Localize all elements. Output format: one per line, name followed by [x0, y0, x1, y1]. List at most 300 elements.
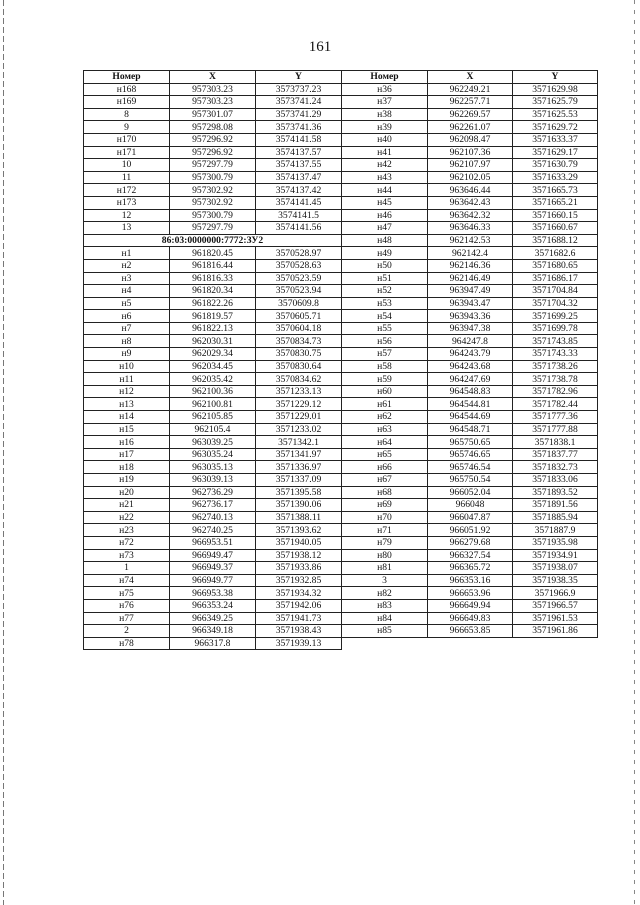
point-number-cell: н14: [84, 411, 170, 424]
point-number-cell: н58: [342, 360, 428, 373]
x-coordinate-cell: 957303.23: [170, 96, 256, 109]
y-coordinate-cell: 3571629.98: [513, 83, 598, 96]
point-number-cell: н10: [84, 360, 170, 373]
x-coordinate-cell: 962102.05: [428, 171, 513, 184]
y-coordinate-cell: 3571838.1: [513, 436, 598, 449]
point-number-cell: н62: [342, 411, 428, 424]
x-coordinate-cell: 966353.24: [170, 599, 256, 612]
table-row: [84, 423, 598, 436]
point-number-cell: н3: [84, 272, 170, 285]
table-row: [84, 247, 598, 260]
point-number-cell: н168: [84, 83, 170, 96]
x-coordinate-cell: 966327.54: [428, 549, 513, 562]
x-coordinate-cell: 962100.81: [170, 398, 256, 411]
y-coordinate-cell: 3571633.29: [513, 171, 598, 184]
header-x-left: X: [170, 71, 256, 84]
point-number-cell: н18: [84, 461, 170, 474]
x-coordinate-cell: 963039.13: [170, 474, 256, 487]
x-coordinate-cell: 962105.85: [170, 411, 256, 424]
point-number-cell: н6: [84, 310, 170, 323]
point-number-cell: н42: [342, 159, 428, 172]
table-row: [84, 171, 598, 184]
header-number-left: Номер: [84, 71, 170, 84]
table-row: [84, 310, 598, 323]
y-coordinate-cell: 3571782.96: [513, 385, 598, 398]
y-coordinate-cell: 3574137.42: [256, 184, 342, 197]
point-number-cell: н84: [342, 612, 428, 625]
x-coordinate-cell: 963646.33: [428, 222, 513, 235]
x-coordinate-cell: 963943.36: [428, 310, 513, 323]
table-row: [84, 499, 598, 512]
y-coordinate-cell: 3571966.9: [513, 587, 598, 600]
point-number-cell: н16: [84, 436, 170, 449]
header-number-right: Номер: [342, 71, 428, 84]
y-coordinate-cell: 3571743.85: [513, 335, 598, 348]
y-coordinate-cell: 3571682.6: [513, 247, 598, 260]
point-number-cell: н15: [84, 423, 170, 436]
y-coordinate-cell: 3571686.17: [513, 272, 598, 285]
point-number-cell: н36: [342, 83, 428, 96]
table-row: [84, 234, 598, 247]
table-row: [84, 549, 598, 562]
x-coordinate-cell: 963035.13: [170, 461, 256, 474]
x-coordinate-cell: 961820.45: [170, 247, 256, 260]
x-coordinate-cell: 957302.92: [170, 196, 256, 209]
scan-edge-right: [634, 0, 635, 905]
y-coordinate-cell: 3571680.65: [513, 259, 598, 272]
scan-edge-left: [3, 0, 4, 905]
point-number-cell: н19: [84, 474, 170, 487]
point-number-cell: н85: [342, 625, 428, 638]
table-row: [84, 159, 598, 172]
point-number-cell: н45: [342, 196, 428, 209]
table-row: [84, 96, 598, 109]
y-coordinate-cell: 3571893.52: [513, 486, 598, 499]
point-number-cell: н65: [342, 448, 428, 461]
table-row: [84, 625, 598, 638]
y-coordinate-cell: 3571961.53: [513, 612, 598, 625]
x-coordinate-cell: 961820.34: [170, 285, 256, 298]
point-number-cell: н17: [84, 448, 170, 461]
point-number-cell: н48: [342, 234, 428, 247]
x-coordinate-cell: 966653.96: [428, 587, 513, 600]
x-coordinate-cell: 957301.07: [170, 108, 256, 121]
point-number-cell: н12: [84, 385, 170, 398]
point-number-cell: н52: [342, 285, 428, 298]
y-coordinate-cell: 3571233.13: [256, 385, 342, 398]
y-coordinate-cell: 3571665.73: [513, 184, 598, 197]
x-coordinate-cell: 962146.49: [428, 272, 513, 285]
x-coordinate-cell: 966047.87: [428, 511, 513, 524]
x-coordinate-cell: 966653.85: [428, 625, 513, 638]
x-coordinate-cell: 962107.36: [428, 146, 513, 159]
y-coordinate-cell: 3571630.79: [513, 159, 598, 172]
y-coordinate-cell: 3571837.77: [513, 448, 598, 461]
y-coordinate-cell: 3571934.91: [513, 549, 598, 562]
point-number-cell: н5: [84, 297, 170, 310]
point-number-cell: н64: [342, 436, 428, 449]
x-coordinate-cell: 965746.54: [428, 461, 513, 474]
y-coordinate-cell: 3571934.32: [256, 587, 342, 600]
y-coordinate-cell: 3571704.32: [513, 297, 598, 310]
point-number-cell: н73: [84, 549, 170, 562]
y-coordinate-cell: 3571941.73: [256, 612, 342, 625]
point-number-cell: н54: [342, 310, 428, 323]
x-coordinate-cell: 966953.51: [170, 536, 256, 549]
x-coordinate-cell: 965746.65: [428, 448, 513, 461]
y-coordinate-cell: 3571738.26: [513, 360, 598, 373]
y-coordinate-cell: 3571887.9: [513, 524, 598, 537]
y-coordinate-cell: 3571942.06: [256, 599, 342, 612]
x-coordinate-cell: 966953.38: [170, 587, 256, 600]
point-number-cell: н171: [84, 146, 170, 159]
table-row: [84, 436, 598, 449]
x-coordinate-cell: 961822.26: [170, 297, 256, 310]
x-coordinate-cell: 966365.72: [428, 562, 513, 575]
y-coordinate-cell: 3573741.29: [256, 108, 342, 121]
coordinates-table: [83, 70, 598, 650]
x-coordinate-cell: 962269.57: [428, 108, 513, 121]
y-coordinate-cell: 3571966.57: [513, 599, 598, 612]
point-number-cell: 12: [84, 209, 170, 222]
table-row: [84, 373, 598, 386]
point-number-cell: н78: [84, 637, 170, 650]
point-number-cell: н68: [342, 486, 428, 499]
point-number-cell: н71: [342, 524, 428, 537]
x-coordinate-cell: 962740.13: [170, 511, 256, 524]
x-coordinate-cell: 962146.36: [428, 259, 513, 272]
y-coordinate-cell: 3570523.94: [256, 285, 342, 298]
x-coordinate-cell: 957300.79: [170, 171, 256, 184]
x-coordinate-cell: 964243.68: [428, 360, 513, 373]
x-coordinate-cell: 964548.71: [428, 423, 513, 436]
table-row: [84, 385, 598, 398]
x-coordinate-cell: 957300.79: [170, 209, 256, 222]
point-number-cell: н53: [342, 297, 428, 310]
table-row: [84, 587, 598, 600]
table-row: [84, 574, 598, 587]
x-coordinate-cell: 964247.69: [428, 373, 513, 386]
point-number-cell: н11: [84, 373, 170, 386]
table-row: [84, 461, 598, 474]
x-coordinate-cell: 957296.92: [170, 146, 256, 159]
point-number-cell: н39: [342, 121, 428, 134]
y-coordinate-cell: 3571891.56: [513, 499, 598, 512]
y-coordinate-cell: 3571940.05: [256, 536, 342, 549]
table-row: [84, 133, 598, 146]
table-row: [84, 322, 598, 335]
x-coordinate-cell: 966353.16: [428, 574, 513, 587]
table-row: [84, 272, 598, 285]
point-number-cell: н46: [342, 209, 428, 222]
y-coordinate-cell: 3571342.1: [256, 436, 342, 449]
point-number-cell: н37: [342, 96, 428, 109]
table-row: [84, 448, 598, 461]
point-number-cell: н41: [342, 146, 428, 159]
table-row: [84, 108, 598, 121]
x-coordinate-cell: 962098.47: [428, 133, 513, 146]
point-number-cell: н1: [84, 247, 170, 260]
x-coordinate-cell: 963947.38: [428, 322, 513, 335]
x-coordinate-cell: 964243.79: [428, 348, 513, 361]
x-coordinate-cell: 964548.83: [428, 385, 513, 398]
x-coordinate-cell: 962107.97: [428, 159, 513, 172]
y-coordinate-cell: 3571688.12: [513, 234, 598, 247]
point-number-cell: н82: [342, 587, 428, 600]
table-header-row: [84, 71, 598, 84]
y-coordinate-cell: 3574141.58: [256, 133, 342, 146]
y-coordinate-cell: 3571625.79: [513, 96, 598, 109]
point-number-cell: н13: [84, 398, 170, 411]
y-coordinate-cell: 3571341.97: [256, 448, 342, 461]
x-coordinate-cell: 962142.4: [428, 247, 513, 260]
x-coordinate-cell: 957297.79: [170, 159, 256, 172]
y-coordinate-cell: 3571629.72: [513, 121, 598, 134]
point-number-cell: 2: [84, 625, 170, 638]
table-row: [84, 524, 598, 537]
point-number-cell: н50: [342, 259, 428, 272]
x-coordinate-cell: 962257.71: [428, 96, 513, 109]
y-coordinate-cell: 3571393.62: [256, 524, 342, 537]
x-coordinate-cell: 965750.54: [428, 474, 513, 487]
empty-cell: [342, 637, 598, 650]
point-number-cell: н49: [342, 247, 428, 260]
x-coordinate-cell: 966949.37: [170, 562, 256, 575]
y-coordinate-cell: 3570528.63: [256, 259, 342, 272]
point-number-cell: н169: [84, 96, 170, 109]
table-row: [84, 612, 598, 625]
x-coordinate-cell: 966349.25: [170, 612, 256, 625]
x-coordinate-cell: 957298.08: [170, 121, 256, 134]
x-coordinate-cell: 966051.92: [428, 524, 513, 537]
table-row: [84, 121, 598, 134]
x-coordinate-cell: 961816.44: [170, 259, 256, 272]
table-row: [84, 335, 598, 348]
point-number-cell: н7: [84, 322, 170, 335]
x-coordinate-cell: 966052.04: [428, 486, 513, 499]
table-row: [84, 486, 598, 499]
point-number-cell: 9: [84, 121, 170, 134]
table-row: [84, 536, 598, 549]
y-coordinate-cell: 3571629.17: [513, 146, 598, 159]
point-number-cell: н47: [342, 222, 428, 235]
header-x-right: X: [428, 71, 513, 84]
x-coordinate-cell: 957302.92: [170, 184, 256, 197]
point-number-cell: н61: [342, 398, 428, 411]
x-coordinate-cell: 962105.4: [170, 423, 256, 436]
point-number-cell: 8: [84, 108, 170, 121]
table-row: [84, 184, 598, 197]
point-number-cell: н55: [342, 322, 428, 335]
table-row: [84, 599, 598, 612]
point-number-cell: н9: [84, 348, 170, 361]
point-number-cell: 3: [342, 574, 428, 587]
y-coordinate-cell: 3570834.73: [256, 335, 342, 348]
y-coordinate-cell: 3571625.53: [513, 108, 598, 121]
y-coordinate-cell: 3570604.18: [256, 322, 342, 335]
y-coordinate-cell: 3571938.43: [256, 625, 342, 638]
point-number-cell: н80: [342, 549, 428, 562]
y-coordinate-cell: 3570528.97: [256, 247, 342, 260]
y-coordinate-cell: 3571229.12: [256, 398, 342, 411]
y-coordinate-cell: 3571388.11: [256, 511, 342, 524]
point-number-cell: н75: [84, 587, 170, 600]
point-number-cell: н79: [342, 536, 428, 549]
y-coordinate-cell: 3571938.12: [256, 549, 342, 562]
point-number-cell: 10: [84, 159, 170, 172]
x-coordinate-cell: 957296.92: [170, 133, 256, 146]
y-coordinate-cell: 3571935.98: [513, 536, 598, 549]
point-number-cell: н69: [342, 499, 428, 512]
x-coordinate-cell: 962736.17: [170, 499, 256, 512]
x-coordinate-cell: 957303.23: [170, 83, 256, 96]
x-coordinate-cell: 962035.42: [170, 373, 256, 386]
y-coordinate-cell: 3571699.78: [513, 322, 598, 335]
point-number-cell: н83: [342, 599, 428, 612]
y-coordinate-cell: 3570830.64: [256, 360, 342, 373]
table-body: [84, 83, 598, 650]
y-coordinate-cell: 3573741.36: [256, 121, 342, 134]
y-coordinate-cell: 3571885.94: [513, 511, 598, 524]
x-coordinate-cell: 966949.47: [170, 549, 256, 562]
point-number-cell: н66: [342, 461, 428, 474]
table-row: [84, 474, 598, 487]
point-number-cell: н56: [342, 335, 428, 348]
table-row: [84, 411, 598, 424]
table-row: [84, 209, 598, 222]
point-number-cell: н4: [84, 285, 170, 298]
y-coordinate-cell: 3571660.67: [513, 222, 598, 235]
y-coordinate-cell: 3571633.37: [513, 133, 598, 146]
table-row: [84, 562, 598, 575]
x-coordinate-cell: 965750.65: [428, 436, 513, 449]
section-title-cell: 86:03:0000000:7772:ЗУ2: [84, 234, 342, 247]
table-row: [84, 398, 598, 411]
y-coordinate-cell: 3570523.59: [256, 272, 342, 285]
table-row: [84, 222, 598, 235]
x-coordinate-cell: 966949.77: [170, 574, 256, 587]
point-number-cell: н173: [84, 196, 170, 209]
x-coordinate-cell: 963947.49: [428, 285, 513, 298]
y-coordinate-cell: 3571961.86: [513, 625, 598, 638]
point-number-cell: н23: [84, 524, 170, 537]
table-row: [84, 348, 598, 361]
x-coordinate-cell: 963646.44: [428, 184, 513, 197]
x-coordinate-cell: 957297.79: [170, 222, 256, 235]
x-coordinate-cell: 962736.29: [170, 486, 256, 499]
y-coordinate-cell: 3570609.8: [256, 297, 342, 310]
point-number-cell: н81: [342, 562, 428, 575]
y-coordinate-cell: 3571699.25: [513, 310, 598, 323]
table-row: [84, 637, 598, 650]
y-coordinate-cell: 3571743.33: [513, 348, 598, 361]
x-coordinate-cell: 962142.53: [428, 234, 513, 247]
x-coordinate-cell: 963642.32: [428, 209, 513, 222]
x-coordinate-cell: 964544.81: [428, 398, 513, 411]
y-coordinate-cell: 3571395.58: [256, 486, 342, 499]
x-coordinate-cell: 962029.34: [170, 348, 256, 361]
x-coordinate-cell: 963943.47: [428, 297, 513, 310]
y-coordinate-cell: 3571777.88: [513, 423, 598, 436]
page-number: 161: [308, 39, 332, 55]
x-coordinate-cell: 963035.24: [170, 448, 256, 461]
x-coordinate-cell: 962034.45: [170, 360, 256, 373]
point-number-cell: н20: [84, 486, 170, 499]
point-number-cell: н21: [84, 499, 170, 512]
point-number-cell: н51: [342, 272, 428, 285]
x-coordinate-cell: 961822.13: [170, 322, 256, 335]
y-coordinate-cell: 3571233.02: [256, 423, 342, 436]
point-number-cell: н63: [342, 423, 428, 436]
y-coordinate-cell: 3571939.13: [256, 637, 342, 650]
x-coordinate-cell: 966349.18: [170, 625, 256, 638]
table-row: [84, 83, 598, 96]
table-row: [84, 196, 598, 209]
x-coordinate-cell: 962249.21: [428, 83, 513, 96]
table-row: [84, 360, 598, 373]
x-coordinate-cell: 964247.8: [428, 335, 513, 348]
x-coordinate-cell: 966317.8: [170, 637, 256, 650]
y-coordinate-cell: 3571933.86: [256, 562, 342, 575]
x-coordinate-cell: 961819.57: [170, 310, 256, 323]
point-number-cell: н76: [84, 599, 170, 612]
y-coordinate-cell: 3571337.09: [256, 474, 342, 487]
y-coordinate-cell: 3571938.35: [513, 574, 598, 587]
x-coordinate-cell: 966649.83: [428, 612, 513, 625]
y-coordinate-cell: 3570605.71: [256, 310, 342, 323]
x-coordinate-cell: 962261.07: [428, 121, 513, 134]
x-coordinate-cell: 966649.94: [428, 599, 513, 612]
point-number-cell: н77: [84, 612, 170, 625]
y-coordinate-cell: 3573741.24: [256, 96, 342, 109]
y-coordinate-cell: 3574137.47: [256, 171, 342, 184]
point-number-cell: н67: [342, 474, 428, 487]
table-row: [84, 285, 598, 298]
x-coordinate-cell: 963039.25: [170, 436, 256, 449]
y-coordinate-cell: 3573737.23: [256, 83, 342, 96]
point-number-cell: н8: [84, 335, 170, 348]
x-coordinate-cell: 963642.43: [428, 196, 513, 209]
point-number-cell: н59: [342, 373, 428, 386]
y-coordinate-cell: 3571932.85: [256, 574, 342, 587]
y-coordinate-cell: 3571833.06: [513, 474, 598, 487]
y-coordinate-cell: 3570830.75: [256, 348, 342, 361]
y-coordinate-cell: 3574141.45: [256, 196, 342, 209]
point-number-cell: н170: [84, 133, 170, 146]
y-coordinate-cell: 3571390.06: [256, 499, 342, 512]
y-coordinate-cell: 3571336.97: [256, 461, 342, 474]
y-coordinate-cell: 3571782.44: [513, 398, 598, 411]
point-number-cell: н22: [84, 511, 170, 524]
y-coordinate-cell: 3571665.21: [513, 196, 598, 209]
x-coordinate-cell: 962100.36: [170, 385, 256, 398]
x-coordinate-cell: 961816.33: [170, 272, 256, 285]
header-y-left: Y: [256, 71, 342, 84]
y-coordinate-cell: 3574137.57: [256, 146, 342, 159]
point-number-cell: н43: [342, 171, 428, 184]
point-number-cell: н74: [84, 574, 170, 587]
point-number-cell: н57: [342, 348, 428, 361]
header-y-right: Y: [513, 71, 598, 84]
y-coordinate-cell: 3571229.01: [256, 411, 342, 424]
point-number-cell: н172: [84, 184, 170, 197]
y-coordinate-cell: 3574137.55: [256, 159, 342, 172]
point-number-cell: н38: [342, 108, 428, 121]
point-number-cell: н60: [342, 385, 428, 398]
y-coordinate-cell: 3571832.73: [513, 461, 598, 474]
table-row: [84, 259, 598, 272]
x-coordinate-cell: 964544.69: [428, 411, 513, 424]
